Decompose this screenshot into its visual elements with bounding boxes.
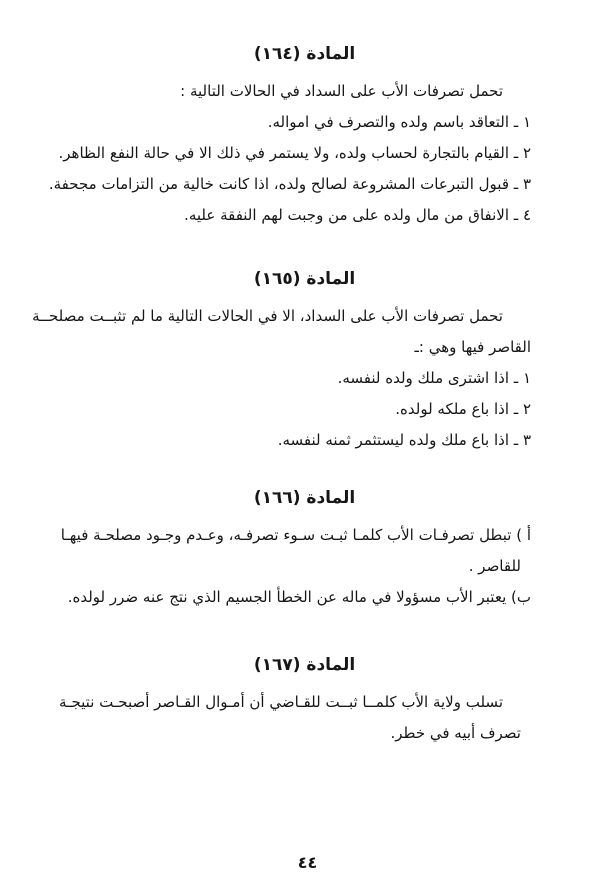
page-number: ٤٤ [297, 853, 318, 872]
article-164-item-1: ١ ـ التعاقد باسم ولده والتصرف في امواله. [267, 113, 531, 131]
article-166 [60, 488, 531, 613]
article-165-intro-line-2: القاصر فيها وهي :ـ [414, 338, 531, 356]
article-164-item-4: ٤ ـ الانفاق من مال ولده على من وجبت لهم النفقة عليه. [184, 206, 531, 224]
article-166-clause-b: ب) يعتبر الأب مسؤولا في ماله عن الخطأ الجسيم الذي نتج عنه ضرر لولده. [67, 588, 531, 606]
article-165 [32, 269, 531, 456]
article-166-title: المادة (١٦٦) [253, 488, 356, 508]
article-165-item-1: ١ ـ اذا اشترى ملك ولده لنفسه. [337, 369, 531, 387]
article-165-intro-line-1: تحمل تصرفات الأب على السداد، الا في الحالات التالية ما لم تثبــت مصلحــة [32, 307, 503, 325]
article-165-item-2: ٢ ـ اذا باع ملكه لولده. [395, 400, 531, 418]
article-164-item-3: ٣ ـ قبول التبرعات المشروعة لصالح ولده، اذا كانت خالية من التزامات مجحفة. [48, 175, 531, 193]
article-166-clause-a-line-1: أ ) تبطل تصرفـات الأب كلمـا ثبـت سـوء تصرفـه، وعـدم وجـود مصلحـة فيهـا [60, 526, 531, 544]
article-167-title: المادة (١٦٧) [253, 655, 356, 675]
article-167 [59, 655, 531, 749]
article-165-item-3: ٣ ـ اذا باع ملك ولده ليستثمر ثمنه لنفسه. [277, 431, 531, 449]
article-166-clause-a-line-2: للقاصر . [468, 557, 521, 575]
article-164 [48, 44, 531, 231]
article-164-intro: تحمل تصرفات الأب على السداد في الحالات التالية : [180, 82, 503, 100]
article-164-item-2: ٢ ـ القيام بالتجارة لحساب ولده، ولا يستمر في ذلك الا في حالة النفع الظاهر. [58, 144, 531, 162]
article-165-title: المادة (١٦٥) [253, 269, 356, 289]
article-164-title: المادة (١٦٤) [253, 44, 356, 64]
article-167-line-2: تصرف أبيه في خطر. [390, 724, 521, 742]
article-167-line-1: تسلب ولاية الأب كلمــا ثبــت للقـاضي أن أمـوال القـاصر أصبحـت نتيجـة [59, 693, 503, 711]
